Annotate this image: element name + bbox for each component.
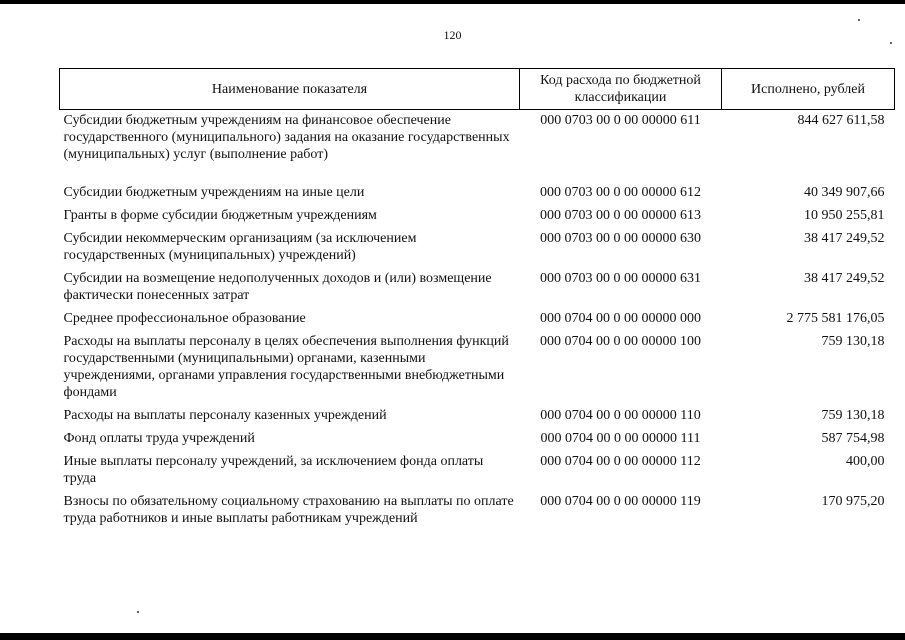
row-name: Фонд оплаты труда учреждений	[63, 431, 255, 446]
row-code: 000 0704 00 0 00 00000 000	[540, 311, 701, 326]
row-code: 000 0703 00 0 00 00000 611	[540, 113, 701, 128]
header-executed-amount: Исполнено, рублей	[722, 69, 895, 110]
row-amount: 2 775 581 176,05	[786, 311, 885, 326]
table-row	[60, 308, 895, 331]
row-name: Субсидии на возмещение недополученных доходов и (или) возмещение фактически понесенных затрат	[63, 271, 492, 303]
scan-speck	[890, 42, 892, 44]
row-name: Субсидии бюджетным учреждениям на финансовое обеспечение государственного (муниципального) задания на оказание государственных (муниципальных) услуг (выполнение работ)	[63, 113, 510, 162]
table-row	[60, 110, 895, 183]
row-code: 000 0703 00 0 00 00000 612	[540, 185, 701, 200]
table-row	[60, 205, 895, 228]
row-name: Среднее профессиональное образование	[63, 311, 306, 326]
row-amount: 759 130,18	[821, 408, 885, 423]
row-code: 000 0703 00 0 00 00000 631	[540, 271, 701, 286]
page-number: 120	[443, 28, 462, 42]
scan-speck	[858, 19, 860, 21]
row-amount: 40 349 907,66	[804, 185, 885, 200]
row-amount: 587 754,98	[821, 431, 885, 446]
table-row	[60, 451, 895, 491]
row-code: 000 0704 00 0 00 00000 112	[540, 454, 701, 469]
row-name: Расходы на выплаты персоналу казенных учреждений	[63, 408, 387, 423]
scan-speck	[137, 611, 139, 613]
page-top-edge	[0, 0, 905, 4]
table-row	[60, 428, 895, 451]
row-amount: 844 627 611,58	[797, 113, 885, 128]
row-code: 000 0703 00 0 00 00000 630	[540, 231, 701, 246]
table-row	[60, 182, 895, 205]
expenditure-table	[59, 68, 895, 531]
row-code: 000 0704 00 0 00 00000 119	[540, 494, 701, 509]
header-budget-code: Код расхода по бюджетной классификации	[520, 69, 722, 110]
row-amount: 38 417 249,52	[804, 271, 885, 286]
table-body	[60, 110, 895, 532]
row-amount: 170 975,20	[821, 494, 885, 509]
row-code: 000 0704 00 0 00 00000 110	[540, 408, 701, 423]
table-row	[60, 405, 895, 428]
row-name: Гранты в форме субсидии бюджетным учреждениям	[63, 208, 377, 223]
table-row	[60, 491, 895, 531]
page-bottom-edge	[0, 633, 905, 640]
row-amount: 759 130,18	[821, 334, 885, 349]
row-amount: 10 950 255,81	[804, 208, 885, 223]
header-indicator-name: Наименование показателя	[60, 69, 520, 110]
row-code: 000 0703 00 0 00 00000 613	[540, 208, 701, 223]
row-code: 000 0704 00 0 00 00000 100	[540, 334, 701, 349]
row-name: Субсидии некоммерческим организациям (за исключением государственных (муниципальных) учреждений)	[63, 231, 417, 263]
table-row	[60, 268, 895, 308]
row-name: Взносы по обязательному социальному страхованию на выплаты по оплате труда работников и иные выплаты работникам учреждений	[63, 494, 514, 526]
row-amount: 38 417 249,52	[804, 231, 885, 246]
table-row	[60, 331, 895, 405]
row-amount: 400,00	[846, 454, 885, 469]
row-name: Иные выплаты персоналу учреждений, за исключением фонда оплаты труда	[63, 454, 484, 486]
table-row	[60, 228, 895, 268]
table-header	[60, 69, 895, 110]
row-name: Расходы на выплаты персоналу в целях обеспечения выполнения функций государственными (муниципальными) органами, казенными учреждениями, органами управления государственными внебюджетными фондами	[63, 334, 509, 400]
row-code: 000 0704 00 0 00 00000 111	[540, 431, 701, 446]
row-name: Субсидии бюджетным учреждениям на иные цели	[63, 185, 365, 200]
